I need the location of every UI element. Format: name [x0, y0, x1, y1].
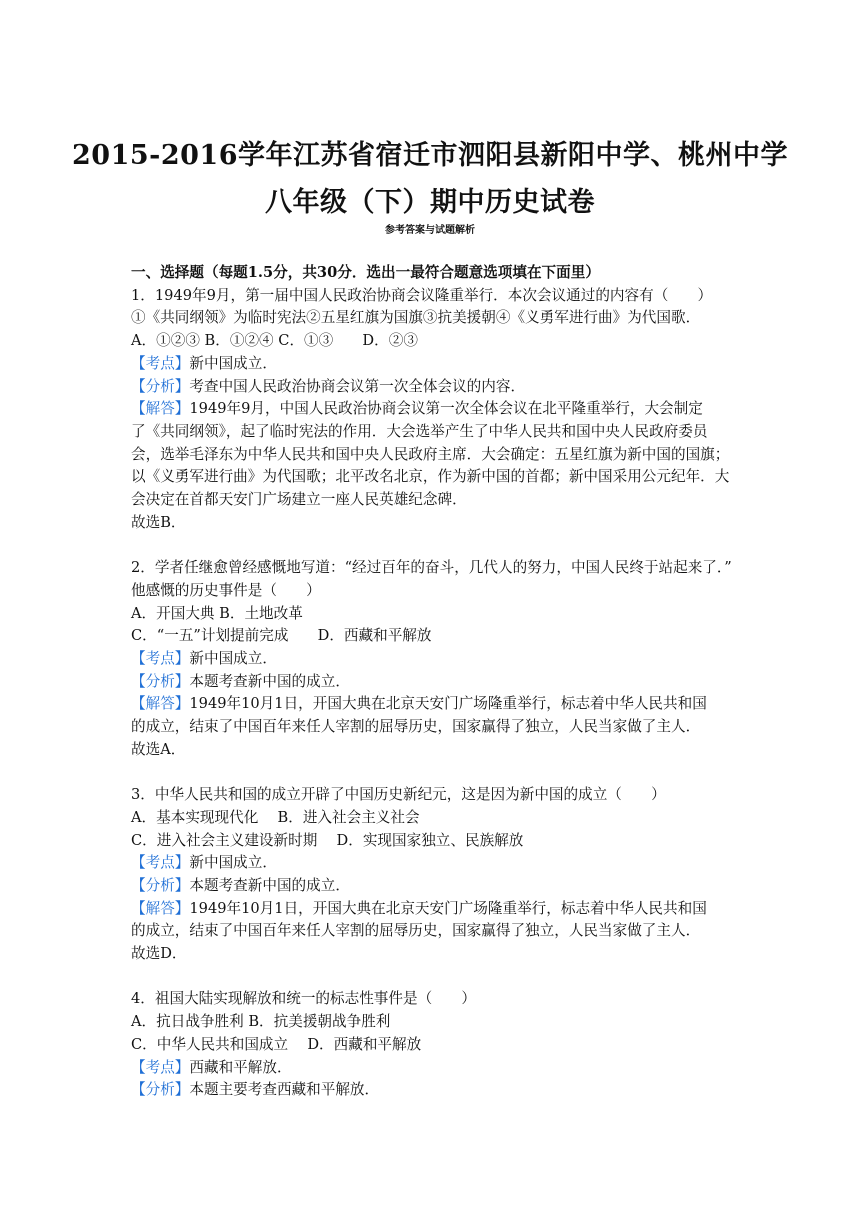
q2-stem: 2．学者任继愈曾经感慨地写道：“经过百年的奋斗，几代人的努力，中国人民终于站起来了．” — [131, 559, 732, 577]
section-heading: 一、选择题（每题1.5分，共30分．选出一最符合题意选项填在下面里） — [131, 264, 600, 281]
spacer — [131, 761, 731, 784]
jieda-tag: 【解答】 — [131, 400, 190, 418]
q4-stem: 4．祖国大陆实现解放和统一的标志性事件是（ ） — [131, 990, 476, 1008]
q1-kaodian — [131, 353, 731, 376]
q2-stem-line2: 他感慨的历史事件是（ ） — [131, 581, 321, 599]
q4-fenxi — [131, 1079, 731, 1102]
q2-kaodian — [131, 648, 731, 671]
q3-fenxi-text: 本题考查新中国的成立． — [189, 876, 350, 894]
q3-fenxi — [131, 875, 731, 898]
q3-jieda-line2: 的成立，结束了中国百年来任人宰割的屈辱历史，国家赢得了独立，人民当家做了主人． — [131, 922, 701, 940]
q3-options-line1: A．基本实现现代化 B．进入社会主义社会 — [131, 808, 420, 826]
kaodian-tag: 【考点】 — [131, 854, 190, 872]
q3-jieda-text: 1949年10月1日，开国大典在北京天安门广场隆重举行，标志着中华人民共和国 — [189, 899, 707, 917]
q1-jieda-line3: 会，选举毛泽东为中华人民共和国中央人民政府主席．大会确定：五星红旗为新中国的国旗； — [131, 445, 730, 463]
spacer — [131, 966, 731, 989]
q1-answer: 故选B． — [131, 513, 186, 531]
q2-kaodian-text: 新中国成立． — [189, 649, 277, 667]
q2-jieda — [131, 693, 731, 716]
q2-jieda-text: 1949年10月1日，开国大典在北京天安门广场隆重举行，标志着中华人民共和国 — [189, 695, 707, 713]
q3-jieda — [131, 898, 731, 921]
fenxi-tag: 【分析】 — [131, 672, 190, 690]
q1-fenxi-text: 考查中国人民政治协商会议第一次全体会议的内容． — [189, 377, 526, 395]
q3-kaodian-text: 新中国成立． — [189, 854, 277, 872]
kaodian-tag: 【考点】 — [131, 1058, 190, 1076]
q2-fenxi — [131, 671, 731, 694]
q2-answer: 故选A． — [131, 740, 186, 758]
fenxi-tag: 【分析】 — [131, 1081, 190, 1099]
q1-jieda-text: 1949年9月，中国人民政治协商会议第一次全体会议在北平隆重举行，大会制定 — [189, 400, 703, 418]
q1-items: ①《共同纲领》为临时宪法②五星红旗为国旗③抗美援朝④《义勇军进行曲》为代国歌． — [131, 309, 701, 327]
q2-options-line2: C．“一五”计划提前完成 D．西藏和平解放 — [131, 627, 432, 645]
q2-options-line1: A．开国大典 B．土地改革 — [131, 604, 303, 622]
fenxi-tag: 【分析】 — [131, 876, 190, 894]
q3-kaodian — [131, 852, 731, 875]
spacer — [131, 534, 731, 557]
q4-kaodian-text: 西藏和平解放． — [189, 1058, 292, 1076]
jieda-tag: 【解答】 — [131, 695, 190, 713]
document-title-line1: 2015-2016学年江苏省宿迁市泗阳县新阳中学、桃州中学 — [72, 140, 788, 171]
kaodian-tag: 【考点】 — [131, 354, 190, 372]
q1-options: A．①②③ B．①②④ C．①③ D．②③ — [131, 332, 418, 350]
q2-jieda-line2: 的成立，结束了中国百年来任人宰割的屈辱历史，国家赢得了独立，人民当家做了主人． — [131, 718, 701, 736]
q1-jieda-line4: 以《义勇军进行曲》为代国歌；北平改名北京，作为新中国的首都；新中国采用公元纪年．大 — [131, 468, 730, 486]
q3-answer: 故选D． — [131, 945, 187, 963]
jieda-tag: 【解答】 — [131, 899, 190, 917]
document-subtitle: 参考答案与试题解析 — [385, 225, 475, 236]
q1-stem: 1．1949年9月，第一届中国人民政治协商会议隆重举行．本次会议通过的内容有（ ） — [131, 286, 713, 304]
q4-fenxi-text: 本题主要考查西藏和平解放． — [189, 1081, 380, 1099]
q3-options-line2: C．进入社会主义建设新时期 D．实现国家独立、民族解放 — [131, 831, 524, 849]
q4-kaodian — [131, 1057, 731, 1080]
q4-options-line1: A．抗日战争胜利 B．抗美援朝战争胜利 — [131, 1013, 391, 1031]
q2-fenxi-text: 本题考查新中国的成立． — [189, 672, 350, 690]
q1-jieda — [131, 398, 731, 421]
document-body — [131, 262, 731, 1102]
document-title-line2: 八年级（下）期中历史试卷 — [265, 187, 595, 218]
q1-fenxi — [131, 376, 731, 399]
fenxi-tag: 【分析】 — [131, 377, 190, 395]
q3-stem: 3．中华人民共和国的成立开辟了中国历史新纪元，这是因为新中国的成立（ ） — [131, 786, 666, 804]
q1-jieda-line5: 会决定在首都天安门广场建立一座人民英雄纪念碑． — [131, 491, 467, 509]
q4-options-line2: C．中华人民共和国成立 D．西藏和平解放 — [131, 1035, 422, 1053]
kaodian-tag: 【考点】 — [131, 649, 190, 667]
q1-kaodian-text: 新中国成立． — [189, 354, 277, 372]
q1-jieda-line2: 了《共同纲领》，起了临时宪法的作用．大会选举产生了中华人民共和国中央人民政府委员 — [131, 422, 708, 440]
